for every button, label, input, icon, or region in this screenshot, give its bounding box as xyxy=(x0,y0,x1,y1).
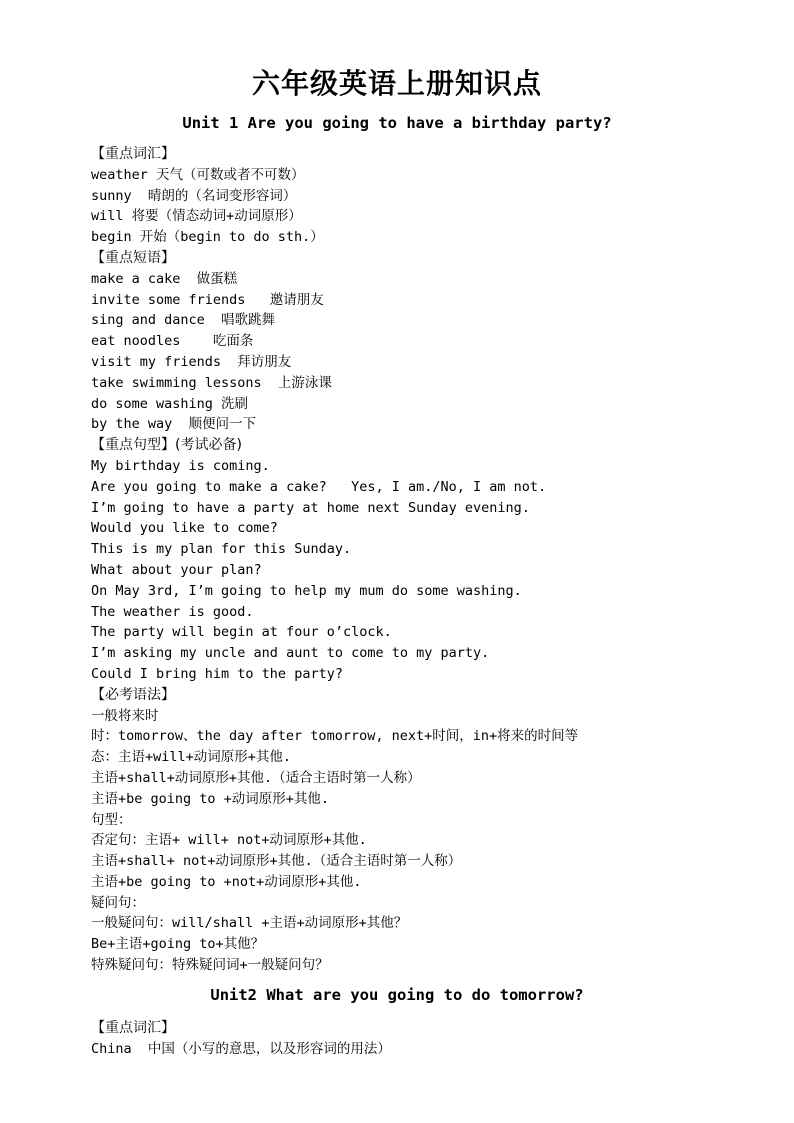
text-line: 句型： xyxy=(91,811,132,828)
text-line: sing and dance 唱歌跳舞 xyxy=(91,312,276,329)
text-line: 主语+shall+ not+动词原形+其他.（适合主语时第一人称） xyxy=(91,853,462,870)
text-line: Would you like to come? xyxy=(91,520,278,537)
text-line: 否定句：主语+ will+ not+动词原形+其他. xyxy=(91,832,367,849)
text-line: 一般将来时 xyxy=(91,707,159,724)
text-line: 特殊疑问句：特殊疑问词+一般疑问句？ xyxy=(91,957,329,974)
text-line: I’m asking my uncle and aunt to come to my party. xyxy=(91,645,490,662)
text-line: On May 3rd, I’m going to help my mum do some washing. xyxy=(91,582,522,599)
text-line: 主语+shall+动词原形+其他.（适合主语时第一人称） xyxy=(91,769,421,786)
section-label: 【重点句型】(考试必备) xyxy=(91,437,242,454)
text-line: begin 开始（begin to do sth.） xyxy=(91,229,324,246)
section-label: 【重点词汇】 xyxy=(91,146,175,162)
section-label: 【重点词汇】 xyxy=(91,1020,175,1036)
text-line: Be+主语+going to+其他？ xyxy=(91,936,265,953)
text-line: invite some friends 邀请朋友 xyxy=(91,291,324,308)
text-line: 态：主语+will+动词原形+其他. xyxy=(91,749,292,766)
text-line: will 将要（情态动词+动词原形） xyxy=(91,208,302,225)
text-line: visit my friends 拜访朋友 xyxy=(91,353,292,370)
text-line: 一般疑问句：will/shall +主语+动词原形+其他？ xyxy=(91,915,408,932)
text-line: China 中国（小写的意思，以及形容词的用法） xyxy=(91,1040,391,1057)
text-line: do some washing 洗刷 xyxy=(91,395,249,412)
document-title: 六年级英语上册知识点 xyxy=(251,67,542,100)
text-line: What about your plan? xyxy=(91,561,262,578)
unit1-heading: Unit 1 Are you going to have a birthday party? xyxy=(182,114,612,132)
unit2-content xyxy=(91,1018,771,1060)
text-line: make a cake 做蛋糕 xyxy=(91,270,238,287)
text-line: Are you going to make a cake? Yes, I am./No, I am not. xyxy=(91,478,547,495)
unit1-content xyxy=(91,144,771,976)
text-line: The weather is good. xyxy=(91,603,254,620)
text-line: 主语+be going to +not+动词原形+其他. xyxy=(91,873,362,890)
text-line: Could I bring him to the party? xyxy=(91,665,343,682)
text-line: The party will begin at four o’clock. xyxy=(91,624,392,641)
text-line: take swimming lessons 上游泳课 xyxy=(91,374,332,391)
text-line: by the way 顺便问一下 xyxy=(91,416,257,433)
section-label: 【必考语法】 xyxy=(91,686,175,703)
section-label: 【重点短语】 xyxy=(91,249,175,266)
text-line: This is my plan for this Sunday. xyxy=(91,541,352,558)
text-line: 时：tomorrow、the day after tomorrow, next+时间，in+将来的时间等 xyxy=(91,728,579,745)
text-line: sunny 晴朗的（名词变形容词） xyxy=(91,187,297,204)
text-line: weather 天气（可数或者不可数） xyxy=(91,166,305,183)
text-line: I’m going to have a party at home next Sunday evening. xyxy=(91,499,530,516)
text-line: My birthday is coming. xyxy=(91,457,270,474)
text-line: 疑问句： xyxy=(91,894,145,911)
unit2-heading: Unit2 What are you going to do tomorrow? xyxy=(210,986,584,1004)
text-line: 主语+be going to +动词原形+其他. xyxy=(91,790,330,807)
text-line: eat noodles 吃面条 xyxy=(91,333,254,350)
